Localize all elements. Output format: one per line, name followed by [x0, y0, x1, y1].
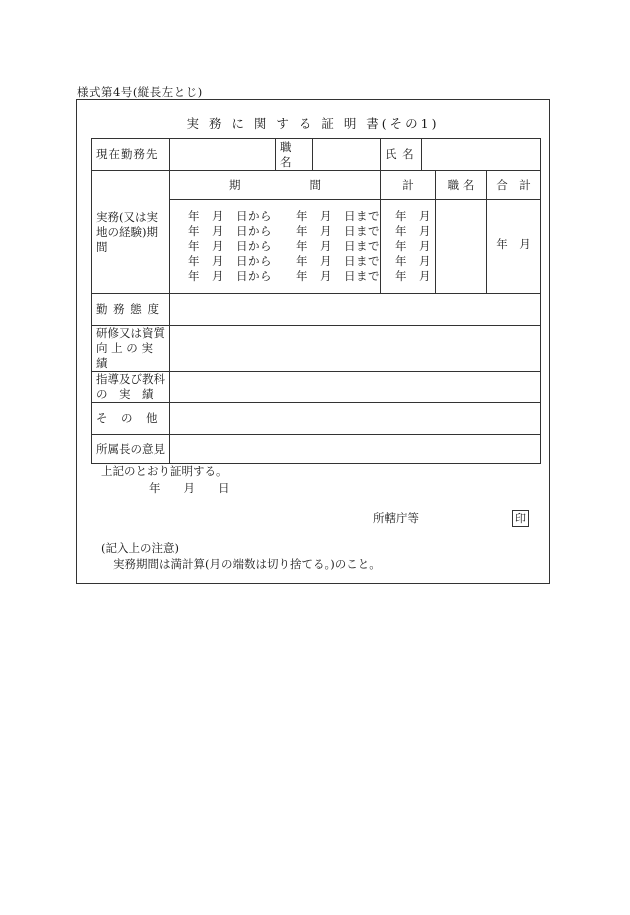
current-workplace-field[interactable] [170, 139, 276, 171]
other-field[interactable] [170, 403, 541, 435]
subtotal-line: 年 月 [395, 209, 431, 223]
form-number-label: 様式第4号(縦長左とじ) [77, 85, 203, 99]
other-label: そ の 他 [92, 403, 170, 435]
position-entries[interactable] [436, 200, 487, 294]
certificate-frame [76, 99, 550, 584]
guidance-label [92, 372, 170, 403]
training-row [92, 326, 541, 372]
period-header: 期 間 [170, 171, 381, 200]
grand-total-header: 合 計 [487, 171, 541, 200]
current-workplace-label: 現在勤務先 [92, 139, 170, 171]
period-entries[interactable] [170, 200, 381, 294]
notes-body: 実務期間は満計算(月の端数は切り捨てる。)のこと。 [113, 557, 381, 571]
supervisor-field[interactable] [170, 435, 541, 464]
supervisor-row [92, 435, 541, 464]
attitude-field[interactable] [170, 294, 541, 326]
name-label: 氏 名 [381, 139, 422, 171]
seal-mark: 印 [512, 510, 529, 527]
period-line: 年 月 日から 年 月 日まで [188, 269, 380, 283]
attitude-label: 勤 務 態 度 [92, 294, 170, 326]
experience-period-label: 実務(又は実地の経験)期間 [92, 171, 170, 294]
position-field[interactable] [313, 139, 381, 171]
training-label-line: 研修又は資質 [96, 326, 165, 340]
subtotal-line: 年 月 [395, 224, 431, 238]
period-line: 年 月 日から 年 月 日まで [188, 254, 380, 268]
certify-statement: 上記のとおり証明する。 [101, 464, 228, 478]
position-label: 職 名 [276, 139, 313, 171]
period-header-row [92, 171, 541, 200]
total-header: 計 [381, 171, 436, 200]
guidance-field[interactable] [170, 372, 541, 403]
supervisor-label: 所属長の意見 [92, 435, 170, 464]
period-line: 年 月 日から 年 月 日まで [188, 209, 380, 223]
subtotal-line: 年 月 [395, 239, 431, 253]
date-line[interactable]: 年 月 日 [149, 481, 230, 495]
certificate-table [91, 138, 541, 464]
guidance-label-line: 指導及び教科 [96, 372, 165, 386]
subtotal-entries[interactable] [381, 200, 436, 294]
notes-title: (記入上の注意) [101, 541, 179, 555]
training-label-line: 向 上 の 実 績 [96, 341, 153, 370]
subtotal-line: 年 月 [395, 269, 431, 283]
guidance-row [92, 372, 541, 403]
period-line: 年 月 日から 年 月 日まで [188, 224, 380, 238]
workplace-row [92, 139, 541, 171]
name-field[interactable] [422, 139, 541, 171]
grand-total-value[interactable]: 年 月 [487, 200, 541, 294]
guidance-label-line: の 実 績 [96, 387, 154, 401]
office-label: 所轄庁等 [373, 511, 419, 525]
training-field[interactable] [170, 326, 541, 372]
subtotal-line: 年 月 [395, 254, 431, 268]
period-line: 年 月 日から 年 月 日まで [188, 239, 380, 253]
position-header: 職 名 [436, 171, 487, 200]
attitude-row [92, 294, 541, 326]
other-row [92, 403, 541, 435]
document-title: 実 務 に 関 す る 証 明 書(その1) [186, 116, 440, 131]
training-label [92, 326, 170, 372]
